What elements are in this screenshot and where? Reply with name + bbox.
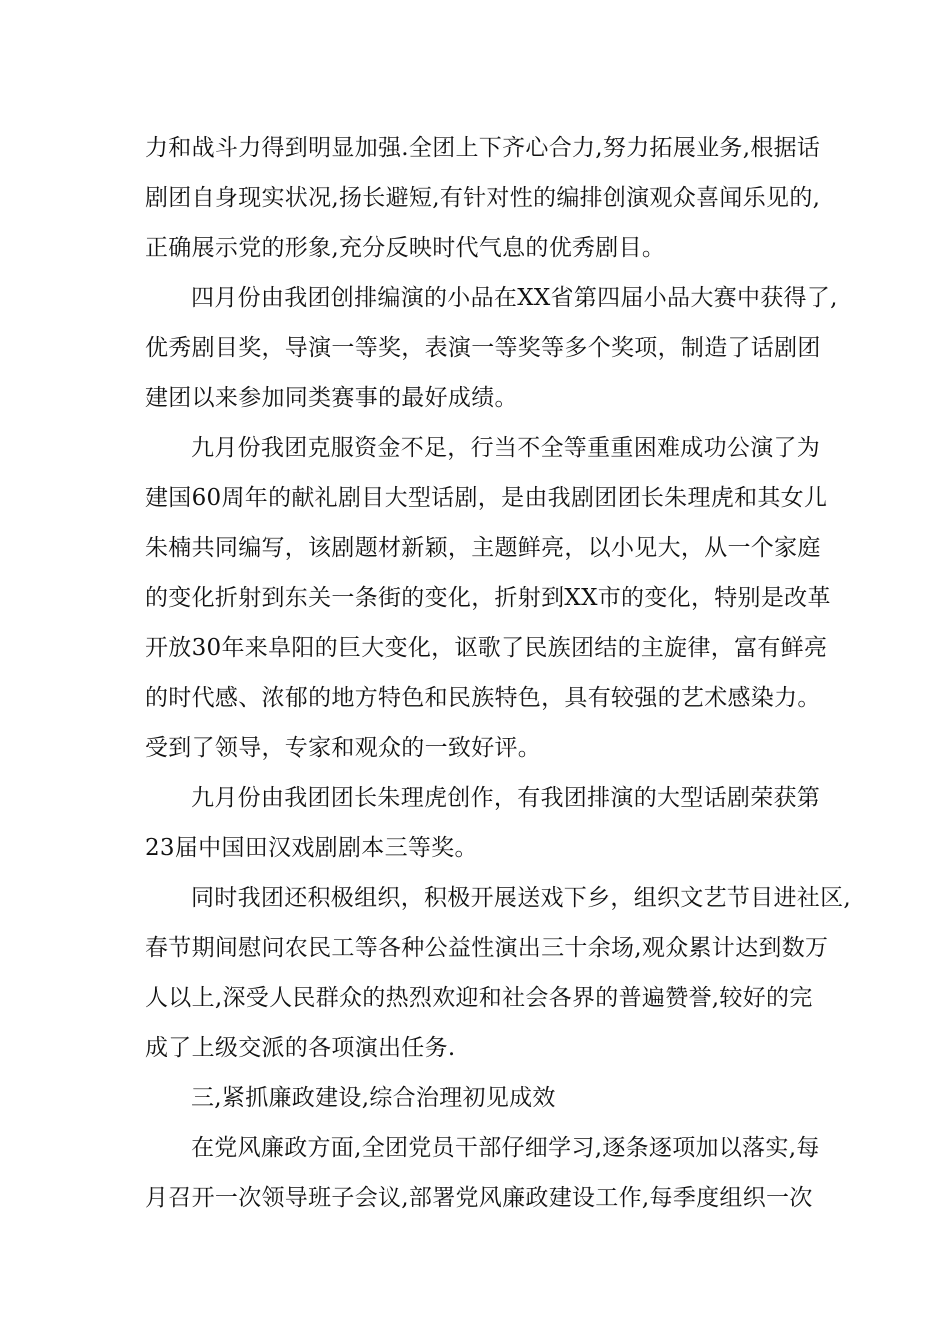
- text-line: 建国60周年的献礼剧目大型话剧，是由我剧团团长朱理虎和其女儿: [145, 485, 828, 511]
- text-line: 建团以来参加同类赛事的最好成绩。: [145, 385, 518, 411]
- text-line: 月召开一次领导班子会议,部署党风廉政建设工作,每季度组织一次: [145, 1185, 813, 1211]
- text-line: 的时代感、浓郁的地方特色和民族特色，具有较强的艺术感染力。: [145, 685, 821, 711]
- text-line: 受到了领导，专家和观众的一致好评。: [145, 735, 542, 761]
- text-line: 朱楠共同编写，该剧题材新颖，主题鲜亮，以小见大，从一个家庭: [145, 535, 821, 561]
- text-line: 成了上级交派的各项演出任务.: [145, 1035, 456, 1061]
- paragraph-start-line: 九月份由我团团长朱理虎创作，有我团排演的大型话剧荣获第: [191, 785, 821, 811]
- text-line: 的变化折射到东关一条街的变化，折射到XX市的变化，特别是改革: [145, 585, 831, 611]
- text-line: 23届中国田汉戏剧剧本三等奖。: [145, 835, 478, 861]
- paragraph-start-line: 九月份我团克服资金不足，行当不全等重重困难成功公演了为: [191, 435, 821, 461]
- body-text: [145, 123, 852, 1223]
- paragraph-start-line: 四月份由我团创排编演的小品在XX省第四届小品大赛中获得了,: [191, 285, 838, 311]
- section-heading: 三,紧抓廉政建设,综合治理初见成效: [191, 1085, 556, 1111]
- text-line: 正确展示党的形象,充分反映时代气息的优秀剧目。: [145, 235, 666, 261]
- paragraph-start-line: 同时我团还积极组织，积极开展送戏下乡，组织文艺节目进社区,: [191, 885, 852, 911]
- text-line: 人以上,深受人民群众的热烈欢迎和社会各界的普遍赞誉,较好的完: [145, 985, 813, 1011]
- paragraph-start-line: 在党风廉政方面,全团党员干部仔细学习,逐条逐项加以落实,每: [191, 1135, 820, 1161]
- text-line: 剧团自身现实状况,扬长避短,有针对性的编排创演观众喜闻乐见的,: [145, 185, 821, 211]
- text-line: 春节期间慰问农民工等各种公益性演出三十余场,观众累计达到数万: [145, 935, 829, 961]
- text-line: 力和战斗力得到明显加强.全团上下齐心合力,努力拓展业务,根据话: [145, 135, 821, 161]
- text-line: 优秀剧目奖，导演一等奖，表演一等奖等多个奖项，制造了话剧团: [145, 335, 821, 361]
- text-line: 开放30年来阜阳的巨大变化，讴歌了民族团结的主旋律，富有鲜亮: [145, 635, 828, 661]
